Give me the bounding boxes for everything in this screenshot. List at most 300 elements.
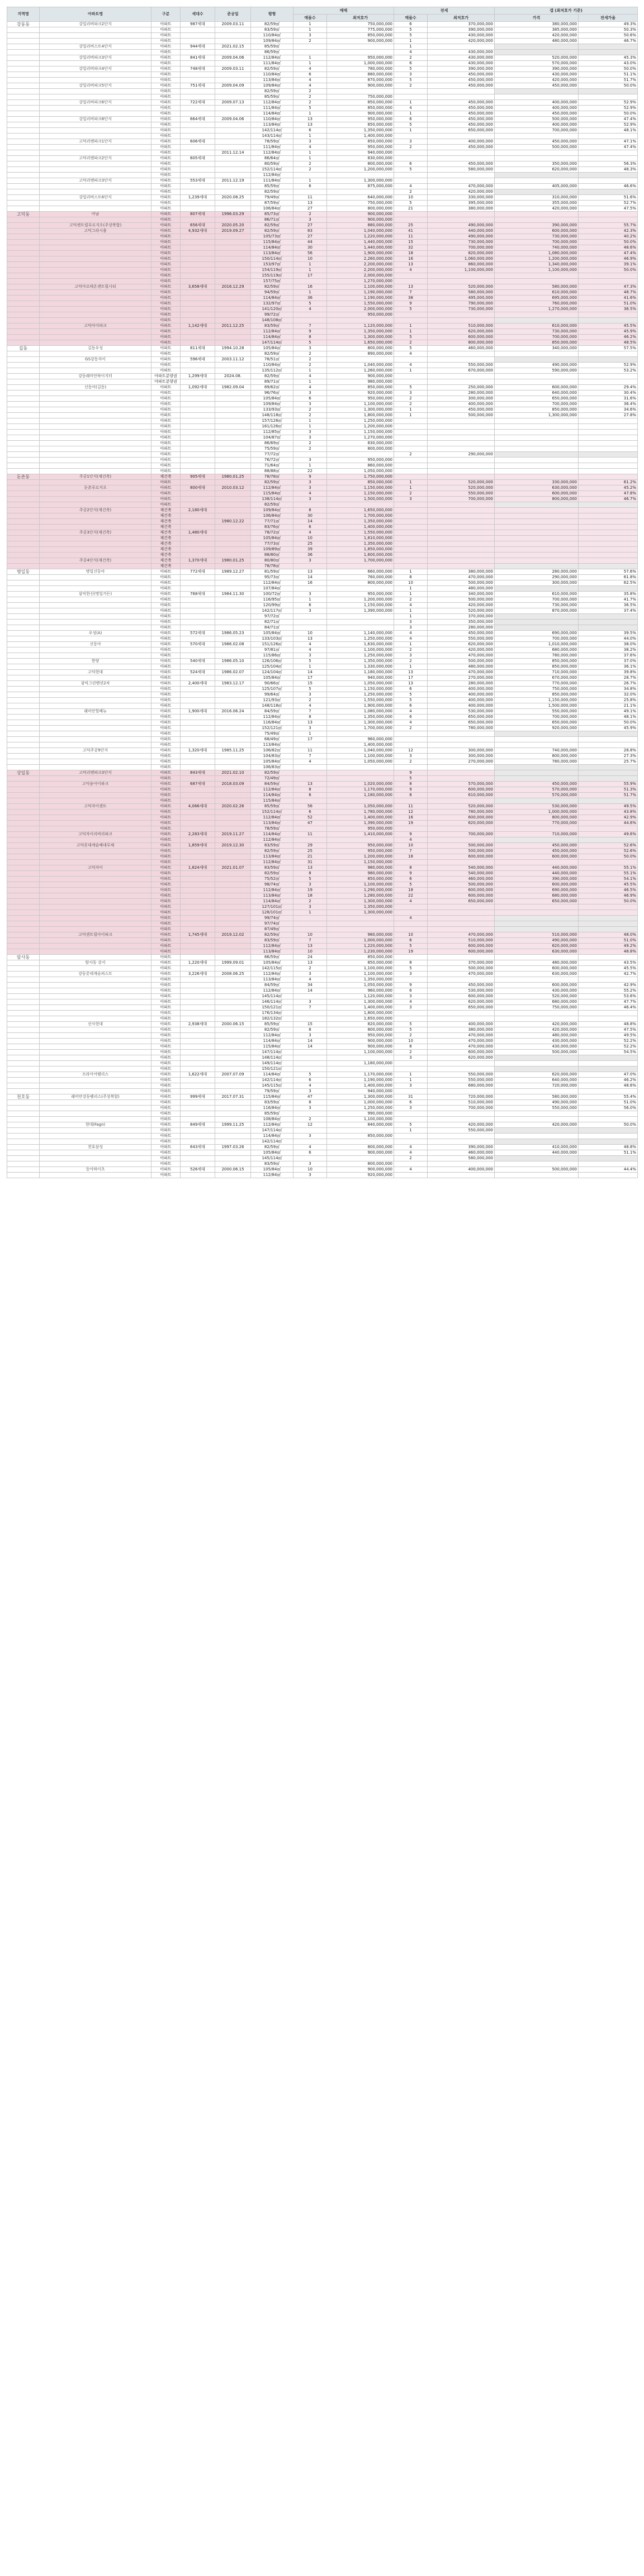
- table-row[interactable]: [7, 178, 638, 184]
- header-apt[interactable]: 아파트명: [40, 7, 151, 22]
- region-cell: [7, 782, 40, 787]
- table-row[interactable]: [7, 134, 638, 139]
- sale-min-cell: 980,000,000: [327, 865, 394, 871]
- table-row[interactable]: [7, 765, 638, 770]
- table-row[interactable]: [7, 1044, 638, 1050]
- table-row[interactable]: [7, 1061, 638, 1066]
- table-row[interactable]: [7, 78, 638, 83]
- table-row[interactable]: [7, 642, 638, 647]
- jeonse-min-cell: [428, 44, 495, 50]
- households-cell: [181, 27, 215, 33]
- table-row[interactable]: [7, 832, 638, 837]
- table-row[interactable]: [7, 228, 638, 234]
- table-row[interactable]: [7, 402, 638, 407]
- sale-min-cell: 760,000,000: [327, 575, 394, 580]
- table-row[interactable]: [7, 374, 638, 379]
- table-row[interactable]: [7, 631, 638, 636]
- table-row[interactable]: [7, 1094, 638, 1100]
- sale-count-cell: 13: [293, 865, 327, 871]
- jeonse-min-cell: 650,000,000: [428, 715, 495, 720]
- table-row[interactable]: [7, 1150, 638, 1156]
- table-row[interactable]: [7, 865, 638, 871]
- jeonse-count-cell: [394, 424, 428, 430]
- households-cell: [181, 999, 215, 1005]
- table-row[interactable]: [7, 430, 638, 435]
- table-row[interactable]: [7, 72, 638, 78]
- table-row[interactable]: [7, 675, 638, 681]
- table-row[interactable]: [7, 597, 638, 603]
- table-row[interactable]: [7, 335, 638, 340]
- gap-price-cell: 420,000,000: [495, 33, 579, 39]
- jeonse-ratio-cell: [579, 1134, 638, 1139]
- type-cell: 아파트: [151, 614, 181, 620]
- table-row[interactable]: [7, 815, 638, 821]
- table-row[interactable]: [7, 972, 638, 977]
- table-row[interactable]: [7, 821, 638, 826]
- households-cell: 606세대: [181, 139, 215, 145]
- households-cell: [181, 536, 215, 541]
- table-row[interactable]: [7, 614, 638, 620]
- table-row[interactable]: [7, 407, 638, 413]
- table-row[interactable]: [7, 351, 638, 357]
- table-row[interactable]: [7, 1083, 638, 1089]
- table-row[interactable]: [7, 61, 638, 66]
- table-row[interactable]: [7, 826, 638, 832]
- table-row[interactable]: [7, 279, 638, 284]
- table-row[interactable]: [7, 882, 638, 888]
- table-row[interactable]: [7, 39, 638, 44]
- table-row[interactable]: [7, 726, 638, 731]
- table-row[interactable]: [7, 810, 638, 815]
- table-row[interactable]: [7, 55, 638, 61]
- table-row[interactable]: [7, 206, 638, 212]
- header-type[interactable]: 구분: [151, 7, 181, 22]
- table-row[interactable]: [7, 977, 638, 983]
- table-row[interactable]: [7, 363, 638, 368]
- table-row[interactable]: [7, 307, 638, 312]
- table-row[interactable]: [7, 960, 638, 966]
- table-row[interactable]: [7, 592, 638, 597]
- table-row[interactable]: [7, 966, 638, 972]
- table-row[interactable]: [7, 647, 638, 653]
- table-row[interactable]: [7, 547, 638, 553]
- region-cell: [7, 195, 40, 201]
- sale-count-cell: [293, 620, 327, 625]
- table-row[interactable]: [7, 983, 638, 988]
- gap-price-cell: 1,300,000,000: [495, 413, 579, 418]
- table-row[interactable]: [7, 262, 638, 268]
- table-row[interactable]: [7, 804, 638, 810]
- jeonse-ratio-cell: 48.1%: [579, 715, 638, 720]
- table-row[interactable]: [7, 932, 638, 938]
- table-row[interactable]: [7, 877, 638, 882]
- table-row[interactable]: [7, 1122, 638, 1128]
- gap-price-cell: 850,000,000: [495, 664, 579, 670]
- table-row[interactable]: [7, 201, 638, 206]
- jeonse-min-cell: [428, 916, 495, 921]
- region-cell: [7, 1050, 40, 1055]
- table-row[interactable]: [7, 620, 638, 625]
- type-cell: 아파트: [151, 335, 181, 340]
- jeonse-count-cell: 3: [394, 620, 428, 625]
- table-row[interactable]: [7, 340, 638, 346]
- table-row[interactable]: [7, 921, 638, 927]
- table-row[interactable]: [7, 664, 638, 670]
- region-cell: [7, 960, 40, 966]
- jeonse-ratio-cell: [579, 955, 638, 960]
- table-row[interactable]: [7, 564, 638, 569]
- table-row[interactable]: [7, 167, 638, 173]
- table-row[interactable]: [7, 424, 638, 430]
- table-row[interactable]: [7, 687, 638, 692]
- households-cell: 1,745세대: [181, 932, 215, 938]
- table-row[interactable]: [7, 1173, 638, 1178]
- jeonse-min-cell: 600,000,000: [428, 1050, 495, 1055]
- households-cell: [181, 1027, 215, 1033]
- table-row[interactable]: [7, 899, 638, 904]
- table-row[interactable]: [7, 122, 638, 128]
- type-cell: 아파트: [151, 55, 181, 61]
- table-row[interactable]: [7, 854, 638, 860]
- table-row[interactable]: [7, 1106, 638, 1111]
- table-row[interactable]: [7, 469, 638, 474]
- table-row[interactable]: [7, 346, 638, 351]
- header-sale-min[interactable]: 최저호가: [327, 15, 394, 22]
- table-row[interactable]: [7, 580, 638, 586]
- table-row[interactable]: [7, 720, 638, 726]
- table-row[interactable]: [7, 195, 638, 201]
- table-row[interactable]: [7, 1145, 638, 1150]
- header-built[interactable]: 준공일: [215, 7, 251, 22]
- jeonse-count-cell: 3: [394, 72, 428, 78]
- table-row[interactable]: [7, 100, 638, 106]
- table-row[interactable]: [7, 541, 638, 547]
- table-row[interactable]: [7, 737, 638, 742]
- sale-min-cell: 900,000,000: [327, 217, 394, 223]
- table-row[interactable]: [7, 1027, 638, 1033]
- table-row[interactable]: [7, 770, 638, 776]
- table-row[interactable]: [7, 1134, 638, 1139]
- built-date-cell: 2009.07.13: [215, 100, 251, 106]
- table-row[interactable]: [7, 575, 638, 580]
- sale-count-cell: 13: [293, 636, 327, 642]
- table-row[interactable]: [7, 1117, 638, 1122]
- table-row[interactable]: [7, 849, 638, 854]
- built-date-cell: 1986.05.10: [215, 659, 251, 664]
- sale-count-cell: 3: [293, 430, 327, 435]
- table-row[interactable]: [7, 156, 638, 161]
- table-row[interactable]: [7, 234, 638, 240]
- table-row[interactable]: [7, 994, 638, 999]
- apt-name-cell: [40, 1100, 151, 1106]
- table-row[interactable]: [7, 860, 638, 865]
- jeonse-ratio-cell: 49.3%: [579, 22, 638, 27]
- table-row[interactable]: [7, 491, 638, 497]
- table-row[interactable]: [7, 910, 638, 916]
- table-row[interactable]: [7, 458, 638, 463]
- table-row[interactable]: [7, 787, 638, 793]
- table-row[interactable]: [7, 1139, 638, 1145]
- table-row[interactable]: [7, 251, 638, 256]
- table-row[interactable]: [7, 212, 638, 217]
- table-row[interactable]: [7, 949, 638, 955]
- table-row[interactable]: [7, 1039, 638, 1044]
- table-row[interactable]: [7, 944, 638, 949]
- gap-price-cell: 550,000,000: [495, 1106, 579, 1111]
- table-row[interactable]: [7, 284, 638, 290]
- table-row[interactable]: [7, 798, 638, 804]
- table-row[interactable]: [7, 50, 638, 55]
- table-row[interactable]: [7, 1050, 638, 1055]
- table-row[interactable]: [7, 139, 638, 145]
- area-cell: 146/114㎡: [251, 999, 293, 1005]
- table-row[interactable]: [7, 145, 638, 150]
- table-row[interactable]: [7, 759, 638, 765]
- table-row[interactable]: [7, 385, 638, 391]
- table-row[interactable]: [7, 586, 638, 592]
- table-row[interactable]: [7, 636, 638, 642]
- region-cell: [7, 558, 40, 564]
- type-cell: 아파트: [151, 178, 181, 184]
- table-row[interactable]: [7, 837, 638, 843]
- table-row[interactable]: [7, 1005, 638, 1011]
- region-cell: [7, 580, 40, 586]
- table-row[interactable]: [7, 782, 638, 787]
- table-row[interactable]: [7, 1167, 638, 1173]
- apt-name-cell: [40, 871, 151, 877]
- header-region[interactable]: 지역명: [7, 7, 40, 22]
- table-row[interactable]: [7, 245, 638, 251]
- table-row[interactable]: [7, 888, 638, 893]
- table-row[interactable]: [7, 659, 638, 664]
- sale-count-cell: 4: [293, 759, 327, 765]
- table-row[interactable]: [7, 474, 638, 480]
- table-row[interactable]: [7, 323, 638, 329]
- table-row[interactable]: [7, 256, 638, 262]
- jeonse-ratio-cell: 36.5%: [579, 307, 638, 312]
- households-cell: 1,092세대: [181, 385, 215, 391]
- table-row[interactable]: [7, 703, 638, 709]
- table-row[interactable]: [7, 22, 638, 27]
- jeonse-ratio-cell: [579, 424, 638, 430]
- jeonse-min-cell: [428, 1011, 495, 1016]
- table-row[interactable]: [7, 217, 638, 223]
- gap-price-cell: 420,000,000: [495, 78, 579, 83]
- table-row[interactable]: [7, 391, 638, 396]
- table-row[interactable]: [7, 603, 638, 608]
- table-row[interactable]: [7, 938, 638, 944]
- table-row[interactable]: [7, 776, 638, 782]
- region-cell: [7, 1011, 40, 1016]
- households-cell: 849세대: [181, 1122, 215, 1128]
- sale-min-cell: 1,190,000,000: [327, 290, 394, 296]
- table-row[interactable]: [7, 508, 638, 513]
- apt-name-cell: [40, 424, 151, 430]
- table-row[interactable]: [7, 318, 638, 323]
- table-row[interactable]: [7, 94, 638, 100]
- table-row[interactable]: [7, 955, 638, 960]
- table-row[interactable]: [7, 530, 638, 536]
- region-cell: [7, 966, 40, 972]
- table-row[interactable]: [7, 240, 638, 245]
- table-row[interactable]: [7, 525, 638, 530]
- table-row[interactable]: [7, 1156, 638, 1161]
- apt-name-cell: 강일리버파크5단지: [40, 83, 151, 89]
- table-row[interactable]: [7, 273, 638, 279]
- table-row[interactable]: [7, 1055, 638, 1061]
- table-row[interactable]: [7, 441, 638, 446]
- table-row[interactable]: [7, 754, 638, 759]
- header-gap-price[interactable]: 가격: [495, 15, 579, 22]
- table-row[interactable]: [7, 184, 638, 189]
- region-cell: 천호동: [7, 1094, 40, 1100]
- table-row[interactable]: [7, 999, 638, 1005]
- table-row[interactable]: [7, 653, 638, 659]
- table-row[interactable]: [7, 301, 638, 307]
- table-row[interactable]: [7, 1078, 638, 1083]
- table-row[interactable]: [7, 1089, 638, 1094]
- table-row[interactable]: [7, 379, 638, 385]
- table-row[interactable]: [7, 553, 638, 558]
- table-row[interactable]: [7, 709, 638, 715]
- table-row[interactable]: [7, 173, 638, 178]
- table-row[interactable]: [7, 1011, 638, 1016]
- built-date-cell: [215, 938, 251, 944]
- table-row[interactable]: [7, 189, 638, 195]
- jeonse-count-cell: 6: [394, 1100, 428, 1106]
- table-row[interactable]: [7, 569, 638, 575]
- header-area[interactable]: 평형: [251, 7, 293, 22]
- table-row[interactable]: [7, 536, 638, 541]
- table-row[interactable]: [7, 608, 638, 614]
- table-row[interactable]: [7, 692, 638, 698]
- table-row[interactable]: [7, 698, 638, 703]
- table-row[interactable]: [7, 1016, 638, 1022]
- sale-count-cell: 17: [293, 675, 327, 681]
- table-row[interactable]: [7, 223, 638, 228]
- table-row[interactable]: [7, 1066, 638, 1072]
- table-row[interactable]: [7, 268, 638, 273]
- table-row[interactable]: [7, 748, 638, 754]
- table-row[interactable]: [7, 329, 638, 335]
- table-row[interactable]: [7, 513, 638, 519]
- table-row[interactable]: [7, 1161, 638, 1167]
- header-jeonse-ratio[interactable]: 전세가율: [579, 15, 638, 22]
- table-row[interactable]: [7, 558, 638, 564]
- table-row[interactable]: [7, 117, 638, 122]
- header-jeonse-min[interactable]: 최저호가: [428, 15, 495, 22]
- table-row[interactable]: [7, 435, 638, 441]
- table-row[interactable]: [7, 485, 638, 491]
- table-row[interactable]: [7, 312, 638, 318]
- table-row[interactable]: [7, 357, 638, 363]
- table-row[interactable]: [7, 715, 638, 720]
- table-row[interactable]: [7, 1100, 638, 1106]
- table-row[interactable]: [7, 497, 638, 502]
- table-row[interactable]: [7, 502, 638, 508]
- sale-count-cell: 1: [293, 134, 327, 139]
- table-row[interactable]: [7, 893, 638, 899]
- built-date-cell: [215, 50, 251, 55]
- table-row[interactable]: [7, 916, 638, 921]
- table-row[interactable]: [7, 296, 638, 301]
- table-row[interactable]: [7, 843, 638, 849]
- area-cell: 97/74㎡: [251, 921, 293, 927]
- table-row[interactable]: [7, 83, 638, 89]
- table-row[interactable]: [7, 396, 638, 402]
- built-date-cell: [215, 1089, 251, 1094]
- households-cell: [181, 798, 215, 804]
- table-row[interactable]: [7, 33, 638, 39]
- table-row[interactable]: [7, 89, 638, 94]
- table-row[interactable]: [7, 161, 638, 167]
- table-row[interactable]: [7, 480, 638, 485]
- table-row[interactable]: [7, 1128, 638, 1134]
- table-row[interactable]: [7, 290, 638, 296]
- table-row[interactable]: [7, 519, 638, 525]
- table-row[interactable]: [7, 793, 638, 798]
- households-cell: [181, 469, 215, 474]
- apt-name-cell: [40, 279, 151, 284]
- table-row[interactable]: [7, 681, 638, 687]
- header-jeonse-count[interactable]: 매물수: [394, 15, 428, 22]
- table-row[interactable]: [7, 413, 638, 418]
- sale-count-cell: [293, 44, 327, 50]
- households-cell: [181, 279, 215, 284]
- table-row[interactable]: [7, 625, 638, 631]
- apt-name-cell: [40, 988, 151, 994]
- table-row[interactable]: [7, 368, 638, 374]
- jeonse-count-cell: 5: [394, 698, 428, 703]
- table-row[interactable]: [7, 670, 638, 675]
- header-sale-count[interactable]: 매물수: [293, 15, 327, 22]
- table-row[interactable]: [7, 1111, 638, 1117]
- table-row[interactable]: [7, 742, 638, 748]
- apt-name-cell: 고덕리엔파크1단지: [40, 139, 151, 145]
- jeonse-count-cell: [394, 446, 428, 452]
- table-row[interactable]: [7, 66, 638, 72]
- table-row[interactable]: [7, 452, 638, 458]
- table-row[interactable]: [7, 731, 638, 737]
- table-row[interactable]: [7, 27, 638, 33]
- table-row[interactable]: [7, 418, 638, 424]
- built-date-cell: 2011.12.14: [215, 150, 251, 156]
- table-row[interactable]: [7, 463, 638, 469]
- table-row[interactable]: [7, 1022, 638, 1027]
- jeonse-ratio-cell: 43.5%: [579, 960, 638, 966]
- sale-count-cell: 1: [293, 262, 327, 268]
- table-row[interactable]: [7, 871, 638, 877]
- header-households[interactable]: 세대수: [181, 7, 215, 22]
- table-row[interactable]: [7, 128, 638, 134]
- sale-min-cell: 1,400,000,000: [327, 815, 394, 821]
- gap-price-cell: 700,000,000: [495, 128, 579, 134]
- table-row[interactable]: [7, 927, 638, 932]
- area-cell: 115/84㎡: [251, 798, 293, 804]
- table-row[interactable]: [7, 1072, 638, 1078]
- table-row[interactable]: [7, 106, 638, 111]
- table-row[interactable]: [7, 44, 638, 50]
- households-cell: [181, 256, 215, 262]
- table-row[interactable]: [7, 988, 638, 994]
- table-row[interactable]: [7, 150, 638, 156]
- sale-min-cell: 980,000,000: [327, 932, 394, 938]
- table-row[interactable]: [7, 904, 638, 910]
- apt-name-cell: [40, 435, 151, 441]
- table-row[interactable]: [7, 446, 638, 452]
- table-row[interactable]: [7, 1033, 638, 1039]
- table-row[interactable]: [7, 111, 638, 117]
